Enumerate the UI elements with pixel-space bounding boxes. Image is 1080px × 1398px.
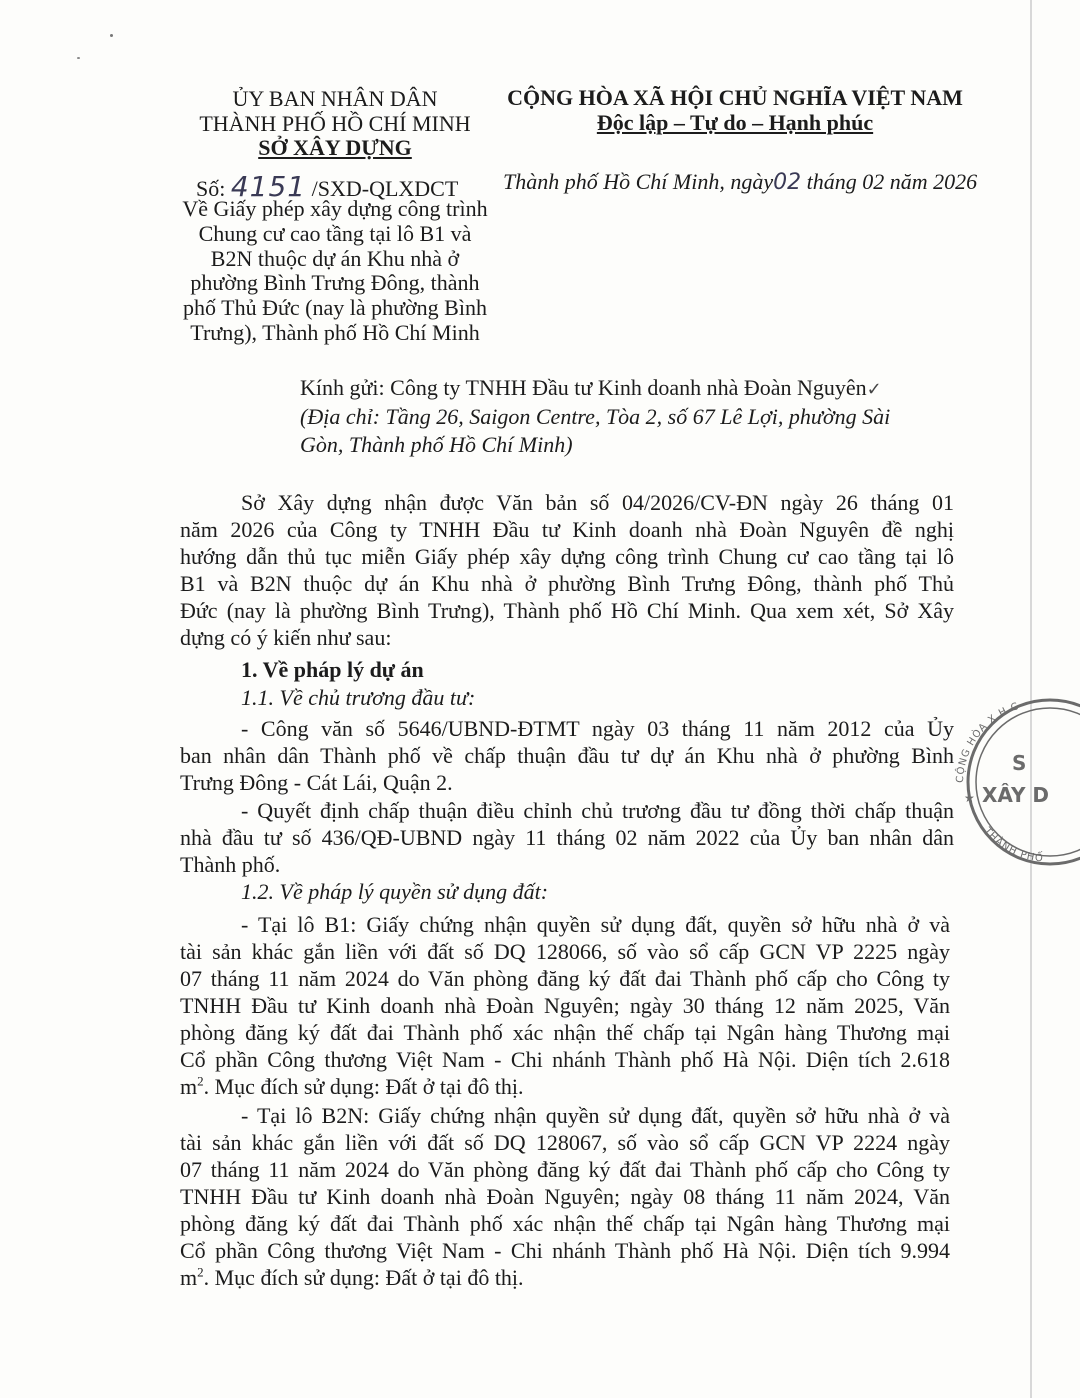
doc-number-handwritten: 4151 — [230, 170, 307, 203]
s12-line — [180, 1211, 950, 1238]
seal-bottom-textpath: THÀNH PHỐ — [981, 825, 1045, 865]
s12-line-text: 07 tháng 11 năm 2024 do Văn phòng đăng ký đất đai Thành phố cấp cho Công ty — [180, 966, 950, 991]
s12-line-text: TNHH Đầu tư Kinh doanh nhà Đoàn Nguyên; ngày 30 tháng 12 năm 2025, Văn — [180, 993, 950, 1018]
subject-line: phường Bình Trưng Đông, thành — [190, 270, 480, 295]
recipient-address-line: (Địa chỉ: Tầng 26, Saigon Centre, Tòa 2, số 67 Lê Lợi, phường Sài — [300, 404, 891, 429]
seal-inner-text-2: XÂY D — [982, 783, 1050, 807]
s12-line — [180, 1074, 524, 1101]
area-unit: m — [180, 1265, 198, 1290]
land-purpose-text: . Mục đích sử dụng: Đất ở tại đô thị. — [203, 1265, 524, 1290]
subject-line: phố Thủ Đức (nay là phường Bình — [183, 295, 487, 320]
issuer-department — [150, 135, 520, 161]
area-unit: m — [180, 1074, 198, 1099]
official-seal-stamp — [950, 700, 1080, 870]
issuer-department-text: SỞ XÂY DỰNG — [258, 135, 412, 160]
seal-ring-textpath: CỘNG HÒA X.H.C — [954, 700, 1021, 784]
seal-inner-text-1: S — [1012, 751, 1027, 775]
section-1-2-content — [180, 912, 950, 1290]
page-binding-edge — [1030, 0, 1032, 1398]
intro-line — [180, 571, 954, 598]
s11-line — [241, 798, 954, 825]
s11-line — [180, 743, 954, 770]
speck-mark — [77, 57, 80, 59]
intro-paragraph — [180, 490, 954, 660]
seal-star-icon: ★ — [964, 791, 975, 805]
intro-line — [180, 544, 954, 571]
s12-line — [180, 939, 950, 966]
s12-line — [180, 1265, 524, 1292]
issuer-line-2: THÀNH PHỐ HỒ CHÍ MINH — [199, 111, 471, 136]
s12-line-text: phòng đăng ký đất đai Thành phố xác nhận thế chấp tại Ngân hàng Thương mại — [180, 1020, 950, 1045]
s11-line — [180, 825, 954, 852]
s12-line-text: Cổ phần Công thương Việt Nam - Chi nhánh Thành phố Hà Nội. Diện tích 2.618 — [180, 1047, 950, 1072]
s12-line-text: - Tại lô B1: Giấy chứng nhận quyền sử dụng đất, quyền sở hữu nhà ở và — [241, 912, 950, 937]
section-1-1-content — [180, 716, 954, 877]
intro-line-text: Đức (nay là phường Bình Trưng), Thành phố Hồ Chí Minh. Qua xem xét, Sở Xây — [180, 598, 954, 623]
recipient-line — [300, 375, 882, 401]
subject-line: B2N thuộc dự án Khu nhà ở — [210, 246, 460, 271]
s12-line-text: - Tại lô B2N: Giấy chứng nhận quyền sử dụng đất, quyền sở hữu nhà ở và — [241, 1103, 950, 1128]
recipient-name: Kính gửi: Công ty TNHH Đầu tư Kinh doanh nhà Đoàn Nguyên — [300, 375, 867, 400]
speck-mark — [110, 34, 113, 37]
s12-line — [180, 966, 950, 993]
doc-number-suffix: /SXD-QLXDCT — [311, 176, 459, 201]
s11-line — [241, 716, 954, 743]
doc-number-prefix: Số: — [196, 176, 226, 201]
section-1-2-heading: 1.2. Về pháp lý quyền sử dụng đất: — [241, 879, 549, 904]
s12-line-text: Cổ phần Công thương Việt Nam - Chi nhánh Thành phố Hà Nội. Diện tích 9.994 — [180, 1238, 950, 1263]
intro-line — [241, 490, 954, 517]
s12-line-text: TNHH Đầu tư Kinh doanh nhà Đoàn Nguyên; ngày 08 tháng 11 năm 2024, Văn — [180, 1184, 950, 1209]
s12-line — [180, 993, 950, 1020]
area-unit-superscript: 2 — [197, 1073, 204, 1089]
area-unit-superscript: 2 — [197, 1264, 204, 1280]
s12-line — [180, 1020, 950, 1047]
subject-line: Chung cư cao tầng tại lô B1 và — [198, 221, 472, 246]
date-prefix: Thành phố Hồ Chí Minh, ngày — [503, 169, 774, 194]
issuer-line-1: ỦY BAN NHÂN DÂN — [232, 86, 438, 111]
s12-line — [180, 1047, 950, 1074]
s12-line — [180, 1184, 950, 1211]
s11-line: Trưng Đông - Cát Lái, Quận 2. — [180, 770, 453, 795]
national-motto-text: Độc lập – Tự do – Hạnh phúc — [596, 110, 874, 135]
intro-line: dựng có ý kiến như sau: — [180, 625, 392, 650]
intro-line — [180, 598, 954, 625]
s12-line-text: 07 tháng 11 năm 2024 do Văn phòng đăng ký đất đai Thành phố cấp cho Công ty — [180, 1157, 950, 1182]
s11-line: Thành phố. — [180, 852, 281, 877]
date-handwritten-day: 02 — [773, 170, 802, 195]
recipient-address-line: Gòn, Thành phố Hồ Chí Minh) — [300, 432, 573, 457]
section-1-heading: 1. Về pháp lý dự án — [241, 657, 424, 682]
check-mark-icon: ✓ — [866, 379, 882, 400]
national-motto — [500, 110, 970, 136]
s12-line — [241, 1103, 950, 1130]
s12-line-text: tài sản khác gắn liền với đất số DQ 128067, số vào sổ cấp GCN VP 2224 ngày — [180, 1130, 950, 1155]
intro-line — [180, 517, 954, 544]
land-purpose-text: . Mục đích sử dụng: Đất ở tại đô thị. — [203, 1074, 524, 1099]
s12-line-text: tài sản khác gắn liền với đất số DQ 128066, số vào sổ cấp GCN VP 2225 ngày — [180, 939, 950, 964]
s12-line — [241, 912, 950, 939]
intro-line-text: Sở Xây dựng nhận được Văn bản số 04/2026/CV-ĐN ngày 26 tháng 01 — [241, 490, 954, 515]
s12-line — [180, 1157, 950, 1184]
national-title: CỘNG HÒA XÃ HỘI CHỦ NGHĨA VIỆT NAM — [507, 85, 963, 110]
s11-line-text: nhà đầu tư số 436/QĐ-UBND ngày 11 tháng 02 năm 2022 của Ủy ban nhân dân — [180, 825, 954, 850]
subject-line: Trưng), Thành phố Hồ Chí Minh — [190, 320, 480, 345]
section-1-1-heading: 1.1. Về chủ trương đầu tư: — [241, 685, 476, 710]
s12-line — [180, 1130, 950, 1157]
s11-line-text: - Công văn số 5646/UBND-ĐTMT ngày 03 tháng 11 năm 2012 của Ủy — [241, 716, 954, 741]
intro-line-text: năm 2026 của Công ty TNHH Đầu tư Kinh doanh nhà Đoàn Nguyên đề nghị — [180, 517, 954, 542]
document-date — [503, 169, 977, 195]
s12-line-text: phòng đăng ký đất đai Thành phố xác nhận thế chấp tại Ngân hàng Thương mại — [180, 1211, 950, 1236]
date-suffix: tháng 02 năm 2026 — [806, 169, 978, 194]
intro-line-text: hướng dẫn thủ tục miễn Giấy phép xây dựng công trình Chung cư cao tầng tại lô — [180, 544, 954, 569]
s11-line-text: - Quyết định chấp thuận điều chỉnh chủ trương đầu tư đồng thời chấp thuận — [241, 798, 954, 823]
subject-line: Về Giấy phép xây dựng công trình — [182, 196, 488, 221]
seal-bottom-text — [981, 825, 1045, 865]
intro-line-text: B1 và B2N thuộc dự án Khu nhà ở phường Bình Trưng Đông, thành phố Thủ — [180, 571, 954, 596]
s11-line-text: ban nhân dân Thành phố về chấp thuận đầu tư dự án Khu nhà ở phường Bình — [180, 743, 954, 768]
s12-line — [180, 1238, 950, 1265]
